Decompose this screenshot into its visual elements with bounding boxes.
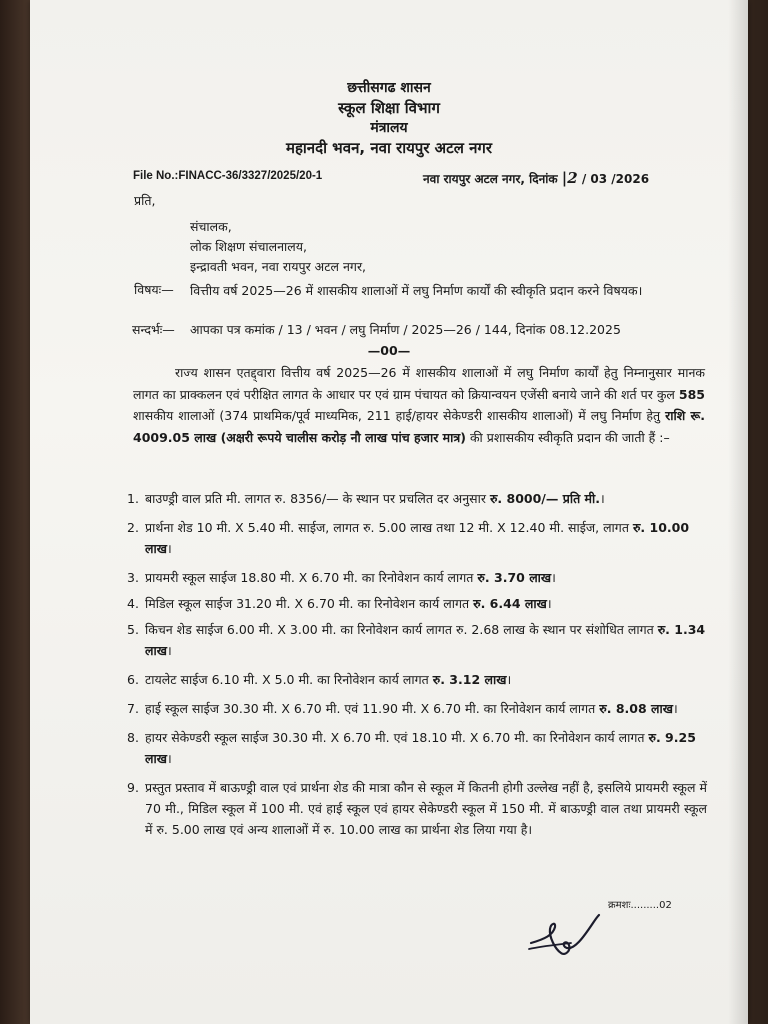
reference-label: सन्दर्भः— (132, 322, 175, 337)
item-bold: रु. 3.12 लाख (432, 672, 507, 687)
addressee-line-1: संचालक, (190, 219, 232, 234)
item-text: बाउण्ड्री वाल प्रति मी. लागत रु. 8356/— के स्थान पर प्रचलित दर अनुसार (145, 491, 490, 506)
item-tail: । (600, 491, 605, 506)
header-government: छत्तीसगढ शासन (347, 80, 431, 96)
list-item (127, 488, 707, 509)
item-number: 1. (127, 491, 139, 506)
item-bold: रु. 6.44 लाख (473, 596, 547, 611)
item-tail: । (166, 643, 172, 658)
item-tail: । (506, 672, 512, 687)
item-number: 6. (127, 672, 139, 687)
item-tail: । (166, 541, 172, 556)
separator: —00— (367, 343, 411, 358)
item-bold: रु. 8.08 लाख (599, 701, 673, 716)
item-text: किचन शेड साईज 6.00 मी. X 3.00 मी. का रिनोवेशन कार्य लागत रु. 2.68 लाख के स्थान पर संशोधित लागत (145, 622, 658, 637)
item-tail: । (166, 751, 172, 766)
signature-icon (525, 905, 605, 965)
addressee-line-3: इन्द्रावती भवन, नवा रायपुर अटल नगर, (190, 259, 367, 274)
place-date (423, 169, 649, 187)
list-item (127, 619, 707, 661)
subject-text: वित्तीय वर्ष 2025—26 में शासकीय शालाओं में लघु निर्माण कार्यों की स्वीकृति प्रदान करने विषयक। (190, 283, 643, 298)
item-text: हाई स्कूल साईज 30.30 मी. X 6.70 मी. एवं 11.90 मी. X 6.70 मी. का रिनोवेशन कार्य लागत (145, 701, 600, 716)
body-part-1: राज्य शासन एतद्द्वारा वित्तीय वर्ष 2025—26 में शासकीय शालाओं में लघु निर्माण कार्यों हेतु निम्नानुसार मानक लागत का प्राक्कलन एवं परीक्षित लागत के आधार पर एवं ग्राम पंचायत को क्रियान्वयन एजेंसी बनाये जाने की शर्त पर कुल (133, 365, 705, 402)
place-date-prefix: नवा रायपुर अटल नगर, दिनांक (423, 172, 558, 186)
list-item (127, 593, 707, 614)
item-number: 2. (127, 520, 139, 535)
item-text: हायर सेकेण्डरी स्कूल साईज 30.30 मी. X 6.70 मी. एवं 18.10 मी. X 6.70 मी. का रिनोवेशन कार्य लागत (145, 730, 649, 745)
header-ministry: मंत्रालय (370, 120, 408, 136)
body-bold-2: राशि रू. 4009.05 लाख (अक्षरी रूपये चालीस करोड़ नौ लाख पांच हजार मात्र) (133, 408, 705, 445)
item-bold: रु. 9.25 लाख (145, 730, 696, 766)
body-paragraph (133, 362, 705, 448)
item-bold: रु. 10.00 लाख (145, 520, 690, 556)
list-item (127, 517, 707, 559)
continuation-mark: क्रमशः.........02 (608, 900, 672, 911)
body-part-3: की प्रशासकीय स्वीकृति प्रदान की जाती हैं :– (465, 429, 670, 445)
list-item (127, 567, 707, 588)
item-bold: रु. 3.70 लाख (477, 570, 552, 585)
item-bold: रु. 1.34 लाख (145, 622, 706, 658)
list-item (127, 698, 707, 719)
document-page (30, 0, 748, 1024)
list-item (127, 669, 707, 690)
item-tail: । (672, 701, 678, 716)
item-number: 9. (127, 780, 139, 795)
body-part-2: शासकीय शालाओं (374 प्राथमिक/पूर्व माध्यमिक, 211 हाई/हायर सेकेण्डरी शासकीय शालाओं) में लघु निर्माण हेतु (133, 408, 666, 423)
item-text: मिडिल स्कूल साईज 31.20 मी. X 6.70 मी. का रिनोवेशन कार्य लागत (145, 596, 474, 611)
header-department: स्कूल शिक्षा विभाग (338, 99, 440, 117)
reference-text: आपका पत्र कमांक / 13 / भवन / लघु निर्माण / 2025—26 / 144, दिनांक 08.12.2025 (190, 322, 621, 337)
subject-label: विषयः— (134, 282, 174, 297)
item-number: 7. (127, 701, 139, 716)
header-address: महानदी भवन, नवा रायपुर अटल नगर (285, 139, 493, 157)
items-list (127, 488, 707, 840)
date-rest: / 03 /2026 (581, 172, 650, 186)
list-item (127, 777, 707, 840)
body-bold-1: 585 (678, 386, 705, 402)
addressee-line-2: लोक शिक्षण संचालनालय, (190, 239, 307, 254)
item-bold: रु. 8000/— प्रति मी. (489, 491, 601, 506)
date-handwritten: |2 (561, 169, 578, 187)
file-number: File No.:FINACC-36/3327/2025/20-1 (133, 170, 323, 182)
item-tail: । (546, 596, 552, 611)
item-text: प्रायमरी स्कूल साईज 18.80 मी. X 6.70 मी. का रिनोवेशन कार्य लागत (145, 570, 478, 585)
prati-label: प्रति, (134, 193, 156, 208)
item-text: टायलेट साईज 6.10 मी. X 5.0 मी. का रिनोवेशन कार्य लागत (145, 672, 433, 687)
item-text: प्रस्तुत प्रस्ताव में बाऊण्ड्री वाल एवं प्रार्थना शेड की मात्रा कौन से स्कूल में कितनी होगी उल्लेख नहीं है, इसलिये प्रायमरी स्कूल में 70 मी., मिडिल स्कूल में 100 मी. एवं हाई स्कूल एवं हायर सेकेण्डरी स्कूल में 150 मी. में बाऊण्ड्री वाल तथा प्रायमरी स्कूल में रु. 5.00 लाख एवं अन्य शालाओं में रु. 10.00 लाख का प्रार्थना शेड लिया गया है। (145, 780, 707, 837)
item-number: 8. (127, 730, 139, 745)
list-item (127, 727, 707, 769)
item-tail: । (551, 570, 556, 585)
item-text: प्रार्थना शेड 10 मी. X 5.40 मी. साईज, लागत रु. 5.00 लाख तथा 12 मी. X 12.40 मी. साईज, लागत (145, 520, 633, 535)
item-number: 3. (127, 570, 139, 585)
item-number: 5. (127, 622, 139, 637)
item-number: 4. (127, 596, 139, 611)
